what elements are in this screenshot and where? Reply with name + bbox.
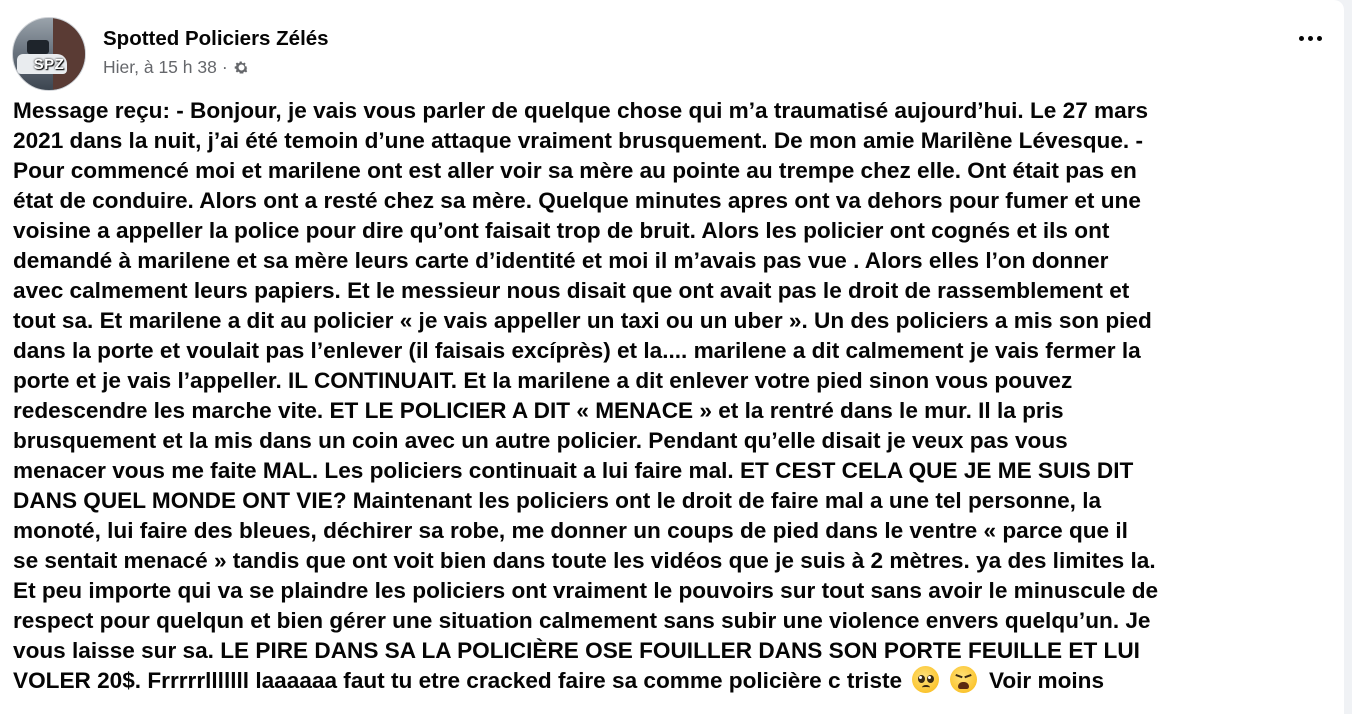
post-line: monoté, lui faire des bleues, déchirer sa robe, me donner un coups de pied dans le ventre « parce que il bbox=[13, 518, 1128, 543]
post-line: Et peu importe qui va se plaindre les policiers ont vraiment le pouvoirs sur tout sans avoir le minuscule de bbox=[13, 578, 1159, 603]
more-options-button[interactable] bbox=[1292, 24, 1328, 52]
meta-separator: · bbox=[221, 57, 228, 77]
post-line: se sentait menacé » tandis que ont voit bien dans toute les vidéos que je suis à 2 mètres. ya des limites la. bbox=[13, 548, 1156, 573]
post-timestamp[interactable]: Hier, à 15 h 38 bbox=[103, 57, 217, 77]
post-line: 2021 dans la nuit, j’ai été temoin d’une attaque vraiment brusquement. De mon amie Marilène Lévesque. - bbox=[13, 128, 1143, 153]
post-line: dans la porte et voulait pas l’enlever (il faisais excíprès) et la.... marilene a dit calmement je vais fermer la bbox=[13, 338, 1141, 363]
more-horizontal-icon bbox=[1299, 36, 1322, 41]
post-line: brusquement et la mis dans un coin avec un autre policier. Pendant qu’elle disait je veux pas vous bbox=[13, 428, 1068, 453]
post-line: tout sa. Et marilene a dit au policier « je vais appeller un taxi ou un uber ». Un des policiers a mis son pied bbox=[13, 308, 1152, 333]
pleading-face-emoji bbox=[912, 666, 939, 693]
post-line: menacer vous me faite MAL. Les policiers continuait a lui faire mal. ET CEST CELA QUE JE ME SUIS DIT bbox=[13, 458, 1134, 483]
post-line: DANS QUEL MONDE ONT VIE? Maintenant les policiers ont le droit de faire mal a une tel personne, la bbox=[13, 488, 1102, 513]
post-line: respect pour quelqun et bien gérer une situation calmement sans subir une violence envers quelqu’un. Je bbox=[13, 608, 1151, 633]
gear-icon[interactable] bbox=[233, 59, 250, 76]
page-name[interactable]: Spotted Policiers Zélés bbox=[103, 27, 329, 50]
post-line-text: VOLER 20$. Frrrrrlllllll laaaaaa faut tu etre cracked faire sa comme policière c triste bbox=[13, 668, 903, 693]
page-avatar[interactable] bbox=[12, 17, 86, 91]
post-line: redescendre les marche vite. ET LE POLICIER A DIT « MENACE » et la rentré dans le mur. Il la pris bbox=[13, 398, 1064, 423]
avatar-label: SPZ bbox=[33, 56, 65, 73]
post-line: demandé à marilene et sa mère leurs carte d’identité et moi il m’avais pas vue . Alors elles l’on donner bbox=[13, 248, 1109, 273]
post-line: avec calmement leurs papiers. Et le messieur nous disait que ont avait pas le droit de rassemblement et bbox=[13, 278, 1130, 303]
post-line: porte et je vais l’appeller. IL CONTINUAIT. Et la marilene a dit enlever votre pied sinon vous pouvez bbox=[13, 368, 1073, 393]
post-line: Message reçu: - Bonjour, je vais vous parler de quelque chose qui m’a traumatisé aujourd’hui. Le 27 mars bbox=[13, 98, 1149, 123]
see-less-link[interactable]: Voir moins bbox=[988, 668, 1105, 693]
weary-face-emoji bbox=[950, 666, 977, 693]
post-line: Pour commencé moi et marilene ont est aller voir sa mère au pointe au trempe chez elle. Ont était pas en bbox=[13, 158, 1137, 183]
post-meta bbox=[103, 57, 250, 78]
avatar-window-shape bbox=[27, 40, 49, 54]
post-body bbox=[13, 96, 1333, 696]
post-line: état de conduire. Alors ont a resté chez sa mère. Quelque minutes apres ont va dehors pour fumer et une bbox=[13, 188, 1141, 213]
post-line: vous laisse sur sa. LE PIRE DANS SA LA POLICIÈRE OSE FOUILLER DANS SON PORTE FEUILLE ET LUI bbox=[13, 638, 1140, 663]
post-last-line bbox=[13, 666, 1333, 696]
post-line: voisine a appeller la police pour dire qu’ont faisait trop de bruit. Alors les policier ont cognés et ils ont bbox=[13, 218, 1110, 243]
